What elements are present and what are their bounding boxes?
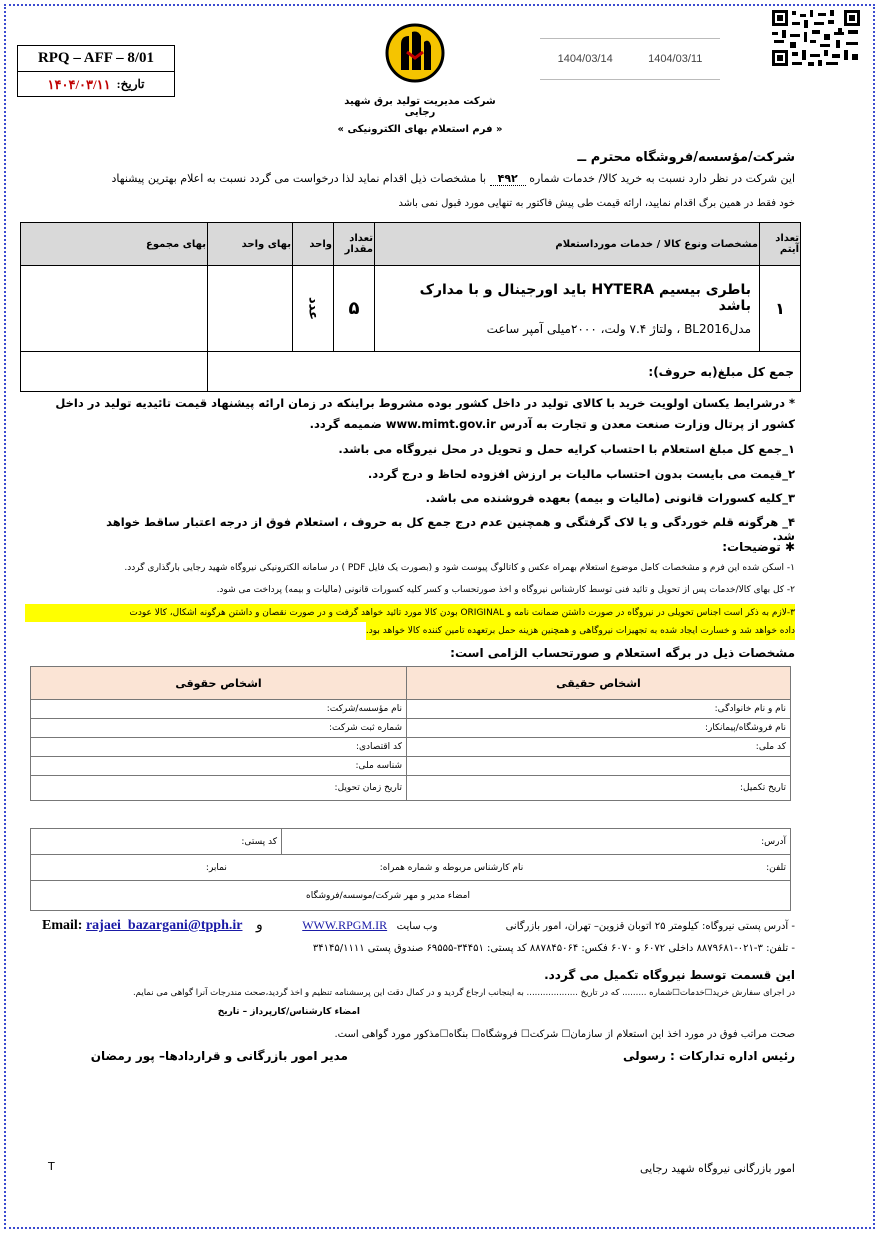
explanations-title-text: توضیحات: [722, 540, 781, 554]
stamp-date-1: 1404/03/14 [557, 53, 613, 65]
company-logo [385, 22, 445, 84]
col-description: مشخصات ونوع کالا / خدمات مورداستعلام [375, 223, 760, 266]
explanation-3-line1: ۳-لازم به ذکر است اجناس تحویلی در نیروگاه در صورت داشتن ضمانت نامه و ORIGINAL بودن کالا مورد تائید خواهد گرفت و در صورت نقصان و داشتن هرگونه اشکال، کالا عودت [25, 604, 795, 622]
item-total-price [21, 266, 208, 352]
phone-field[interactable]: تلفن: [766, 862, 786, 873]
legal-field-company[interactable]: نام مؤسسه/شرکت: [31, 700, 407, 719]
total-value [21, 352, 208, 392]
item-desc-line1: باطری بیسیم HYTERA باید اورجینال و با مدارک باشد [419, 281, 751, 314]
postal-code-field[interactable]: کد پستی: [31, 829, 282, 855]
col-item-count: تعداد آیتم [760, 223, 801, 266]
form-code-box [17, 45, 175, 97]
form-date [18, 71, 174, 97]
email-label: Email: [42, 918, 83, 933]
explanations-title: ✱ توضیحات: [722, 540, 795, 554]
intro-line1-a: این شرکت در نظر دارد نسبت به خرید کالا/ خدمات شماره [529, 172, 795, 185]
company-name: شرکت مدیریت تولید برق شهید رجایی [344, 96, 496, 118]
col-total-price: بهای مجموع [21, 223, 208, 266]
website-label: وب سایت [396, 921, 438, 932]
condition-3: ۳_کلیه کسورات قانونی (مالیات و بیمه) بعهده فروشنده می باشد. [425, 491, 795, 505]
total-row [21, 352, 801, 392]
real-field-date[interactable]: تاریخ تکمیل: [407, 776, 791, 801]
legal-field-delivery[interactable]: تاریخ زمان تحویل: [31, 776, 407, 801]
salutation: شرکت/مؤسسه/فروشگاه محترم ــ [577, 150, 795, 165]
purchase-number: ۴۹۲ [490, 172, 526, 186]
item-quantity: ۵ [334, 266, 375, 352]
plant-section-title: این قسمت توسط نیروگاه تکمیل می گردد. [544, 968, 795, 982]
legal-persons-header: اشخاص حقوقی [31, 667, 407, 700]
legal-field-registration[interactable]: شماره ثبت شرکت: [31, 719, 407, 738]
item-unit-price [208, 266, 293, 352]
signature-field[interactable]: امضاء مدیر و مهر شرکت/موسسه/فروشگاه [31, 881, 791, 911]
col-unit-price: بهای واحد [208, 223, 293, 266]
procurement-head: رئیس اداره تدارکات : رسولی [622, 1049, 795, 1063]
total-label: جمع کل مبلغ(به حروف): [208, 352, 801, 392]
qr-code [770, 8, 862, 68]
phone-line: - تلفن: ۳-۰۲۱-۸۸۷۹۶۸۱ داخلی ۶۰۷۲ و ۶۰۷۰ فکس: ۸۸۷۸۴۵۰۶۴ کد پستی: ۳۴۴۵۱-۶۹۵۵۵ صندوق پستی ۳۴۱۴۵/۱۱۱۱ [312, 943, 795, 954]
domestic-priority-note: * درشرایط یکسان اولویت خرید با کالای تولید در داخل کشور بوده مشروط براینکه در زمان ارائه پیشنهاد قیمت تائیدیه تولید در داخل کشور از پرتال وزارت صنعت معدن و تجارت به آدرس www.mimt.gov.ir ضمیمه گردد. [55, 396, 795, 431]
expert-field[interactable]: نام کارشناس مربوطه و شماره همراه: [379, 862, 524, 873]
explanation-3 [25, 604, 795, 640]
legal-field-economic-code[interactable]: کد اقتصادی: [31, 738, 407, 757]
website-link[interactable]: WWW.RPGM.IR [302, 918, 388, 932]
condition-1: ۱_جمع کل مبلغ استعلام با احتساب کرایه حمل و تحویل در محل نیروگاه می باشد. [338, 442, 795, 456]
col-quantity: تعداد مقدار [334, 223, 375, 266]
footer-mark: T [48, 1160, 55, 1173]
intro-line-2: خود فقط در همین برگ اقدام نمایید، ارائه قیمت طی پیش فاکتور به تنهایی مورد قبول نمی باشد [398, 198, 795, 209]
item-description [375, 266, 760, 352]
condition-2: ۲_قیمت می بایست بدون احتساب مالیات بر ارزش افزوده لحاظ و درج گردد. [367, 467, 795, 481]
intro-line-1 [25, 172, 795, 185]
and-text: و [255, 918, 263, 933]
item-unit: عدد [293, 266, 334, 352]
explanation-1: ۱- اسکن شده این فرم و مشخصات کامل موضوع استعلام بهمراه عکس و کاتالوگ پیوست شود و (بصورت یک فایل PDF ) در سامانه الکترونیکی نیروگاه شهید رجایی بارگذاری گردد. [124, 563, 795, 573]
col-unit: واحد [293, 223, 334, 266]
phone-row [31, 855, 791, 881]
expert-signature-label: امضاء کارشناس/کارپرداز – تاریخ [217, 1007, 360, 1017]
fax-field[interactable]: نمابر: [205, 862, 227, 873]
address-field[interactable]: آدرس: [282, 829, 791, 855]
explanation-2: ۲- کل بهای کالا/خدمات پس از تحویل و تائید فنی توسط کارشناس نیروگاه و اخذ صورتحساب و کسر کلیه کسورات قانونی (مالیات و بیمه) پرداخت می شود. [216, 585, 795, 595]
table-row [21, 266, 801, 352]
item-index: ۱ [760, 266, 801, 352]
item-desc-line2: مدلBL2016 ، ولتاژ ۷.۴ ولت، ۲۰۰۰میلی آمپر ساعت [486, 321, 751, 336]
real-field-national-code[interactable]: کد ملی: [407, 738, 791, 757]
stamp-date-2: 1404/03/11 [648, 53, 703, 65]
legal-field-national-id[interactable]: شناسه ملی: [31, 757, 407, 776]
explanation-3-line2: داده خواهد شد و خسارت ایجاد شده به تجهیزات نیروگاهی و همچنین هزینه حمل برتعهده تامین کننده کالا خواهد بود. [366, 622, 795, 640]
condition-4: ۴_ هرگونه قلم خوردگی و یا لاک گرفتگی و همچنین عدم درج جمع کل به حروف ، استعلام فوق از درجه اعتبار ساقط خواهد شد. [106, 515, 795, 543]
form-code: RPQ – AFF – 8/01 [37, 50, 155, 66]
form-title: « فرم استعلام بهای الکترونیکی » [337, 124, 503, 135]
email-link[interactable]: rajaei_bazargani@tpph.ir [85, 918, 243, 933]
postal-address: - آدرس پستی نیروگاه: کیلومتر ۲۵ اتوبان قزوین– تهران، امور بازرگانی [505, 921, 795, 932]
invoice-section-title: مشخصات ذیل در برگه استعلام و صورتحساب الزامی است: [450, 646, 795, 660]
real-field-name[interactable]: نام و نام خانوادگی: [407, 700, 791, 719]
commerce-manager: مدیر امور بازرگانی و قراردادها– پور رمضان [90, 1049, 348, 1063]
intro-line1-b: با مشخصات ذیل اقدام نماید لذا درخواست می گردد نسبت به اعلام بهترین پیشنهاد [111, 172, 487, 185]
date-value: ۱۴۰۴/۰۳/۱۱ [47, 76, 111, 92]
real-field-empty[interactable] [407, 757, 791, 776]
plant-line-2: صحت مراتب فوق در مورد اخذ این استعلام از سازمان☐ شرکت☐ فروشگاه☐ بنگاه☐مذکور مورد گواهی است. [334, 1029, 795, 1040]
invoice-info-table [30, 666, 791, 801]
date-label: تاریخ: [116, 77, 145, 91]
items-table [20, 222, 801, 392]
address-table [30, 828, 791, 911]
receipt-stamp [540, 38, 720, 80]
plant-line-1: در اجرای سفارش خرید☐خدمات☐شماره ......... که در تاریخ ................... به اینجانب ارجاع گردید و در کمال دقت این پرسشنامه تنظیم و اخذ گردید،صحت مندرجات آنرا گواهی می نمایم. [132, 988, 795, 998]
real-persons-header: اشخاص حقیقی [407, 667, 791, 700]
real-field-shop[interactable]: نام فروشگاه/پیمانکار: [407, 719, 791, 738]
footer-text: امور بازرگانی نیروگاه شهید رجایی [640, 1162, 795, 1175]
contact-line [42, 917, 437, 934]
